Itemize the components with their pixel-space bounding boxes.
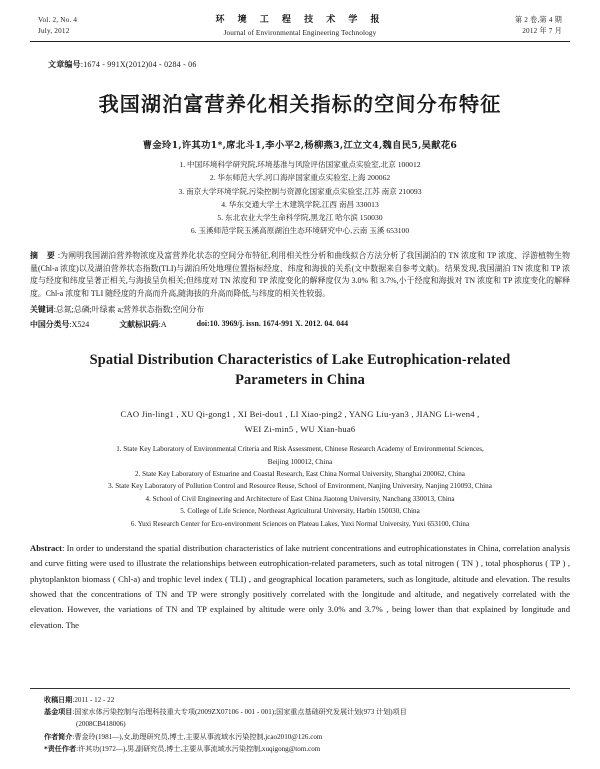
classification-label: 中国分类号 <box>30 319 70 329</box>
document-code <box>119 319 166 330</box>
affiliation-list-cn <box>30 158 570 236</box>
affiliation-en: 3. State Key Laboratory of Pollution Control and Resource Reuse, School of Environment, Nanjing University, Nanjing 210093, China <box>108 482 492 491</box>
author-bio <box>30 731 570 743</box>
article-number-value: :1674 - 991X(2012)04 - 0284 - 06 <box>80 60 197 70</box>
journal-title-en: Journal of Environmental Engineering Technology <box>223 27 377 37</box>
affiliation-cn: 3. 南京大学环境学院,污染控制与资源化国家重点实验室,江苏 南京 210093 <box>178 186 422 196</box>
author-list-en <box>30 407 570 436</box>
masthead-volume-block <box>30 15 158 37</box>
masthead-issue-date-cn: 2012 年 7 月 <box>522 27 562 36</box>
funding-continuation: (2008CB418006) <box>76 720 126 729</box>
page-title-en-line2: Parameters in China <box>235 372 365 389</box>
masthead-journal-title-block <box>158 14 442 38</box>
keywords-label-cn: 关键词 <box>30 304 54 314</box>
masthead-volume-number: Vol. 2, No. 4 <box>38 16 78 25</box>
affiliation-list-en <box>30 443 570 530</box>
article-number <box>48 59 570 70</box>
affiliation-en: 5. College of Life Science, Northeast Agricultural University, Harbin 150030, China <box>180 507 420 516</box>
keywords-text-cn: :总氮;总磷;叶绿素 a;营养状态指数;空间分布 <box>53 304 205 314</box>
classification-number <box>30 319 89 330</box>
classification-value: :X524 <box>69 319 90 329</box>
affiliation-cn: 2. 华东师范大学,河口海岸国家重点实验室,上海 200062 <box>209 173 391 183</box>
abstract-label-cn: 摘 要 <box>30 250 58 260</box>
affiliation-en: 4. School of Civil Engineering and Architecture of East China Jiaotong University, Nanchang 330013, China <box>145 494 455 503</box>
document-code-value: :A <box>158 319 167 329</box>
received-date-value: :2011 - 12 - 22 <box>72 696 115 705</box>
article-metadata-cn <box>30 319 570 330</box>
article-number-label: 文章编号 <box>48 60 81 70</box>
funding-label: 基金项目 <box>44 707 73 717</box>
journal-title-cn: 环 境 工 程 技 术 学 报 <box>215 15 385 25</box>
author-bio-label: 作者简介 <box>44 731 73 741</box>
affiliation-cn: 4. 华东交通大学土木建筑学院,江西 南昌 330013 <box>221 199 379 209</box>
page-title-cn: 我国湖泊富营养化相关指标的空间分布特征 <box>98 92 502 117</box>
affiliation-cn: 6. 玉溪师范学院玉溪高原湖泊生态环境研究中心,云南 玉溪 653100 <box>190 225 410 235</box>
funding-note <box>30 706 570 718</box>
keywords-cn <box>30 304 570 317</box>
page-title-en <box>30 350 570 392</box>
masthead <box>30 0 570 41</box>
author-list-en-line1: CAO Jin-ling1 , XU Qi-gong1 , XI Bei-dou1 , LI Xiao-ping2 , YANG Liu-yan3 , JIANG Li-wen4 , <box>120 409 480 420</box>
page-title-en-line1: Spatial Distribution Characteristics of Lake Eutrophication-related <box>89 351 511 368</box>
document-code-label: 文献标识码 <box>119 319 159 329</box>
funding-value: :国家水体污染控制与治理科技重大专项(2009ZX07106 - 001 - 001);国家重点基础研究发展计划(973 计划)项目 <box>72 708 407 717</box>
abstract-text-en: : In order to understand the spatial distribution characteristics of lake nutrient concentrations and eutrophicationstates in China, correlation analysis and curve fitting were used to illustrate the relationships between eutrophication-related parameters, such as total nitrogen ( TN ) , total phosphorus ( TP ) , phytoplankton biomass ( Chl-a) and trophic level index ( TLI) , and geographical location parameters, such as longitude, altitude and elevation. The results showed that the concentrations of TN and TP were strongly positively correlated with the longitude and altitude, and negatively correlated with the elevation. However, the variations of TN and TP explained by altitude were only 3.0% and 3.7% , being lower than that explained by longitude and elevation. The <box>30 543 570 630</box>
affiliation-en: 1. State Key Laboratory of Environmental Criteria and Risk Assessment, Chinese Research Academy of Environmental Sciences, <box>116 445 484 454</box>
affiliation-en: 6. Yuxi Research Center for Eco-environment Sciences on Plateau Lakes, Yuxi Normal University, Yuxi 653100, China <box>130 519 470 528</box>
affiliation-en: Beijing 100012, China <box>267 457 333 466</box>
abstract-cn <box>30 250 570 301</box>
affiliation-en: 2. State Key Laboratory of Estuarine and Coastal Research, East China Normal University, Shanghai 200062, China <box>135 469 465 478</box>
doi-value: doi:10. 3969/j. issn. 1674-991 X. 2012. 04. 044 <box>196 318 349 328</box>
author-list-cn: 曹金玲1,许其功1*,席北斗1,李小平2,杨柳燕3,江立文4,魏自民5,吴献花6 <box>142 140 458 152</box>
abstract-en <box>30 541 570 633</box>
author-list-en-line2: WEI Zi-min5 , WU Xian-hua6 <box>244 423 356 434</box>
corresponding-author-label: *责任作者 <box>44 743 77 753</box>
masthead-issue-date-en: July, 2012 <box>38 27 70 36</box>
masthead-divider <box>30 41 570 42</box>
affiliation-cn: 5. 东北农业大学生命科学院,黑龙江 哈尔滨 150030 <box>217 212 383 222</box>
masthead-volume-cn: 第 2 卷,第 4 期 <box>514 16 562 25</box>
author-bio-value: :曹金玲(1981—),女,助理研究员,博士,主要从事流域水污染控制,jcao2010@126.com <box>72 732 323 741</box>
affiliation-cn: 1. 中国环境科学研究院,环境基准与风险评估国家重点实验室,北京 100012 <box>179 160 421 170</box>
abstract-label-en: Abstract <box>30 543 62 554</box>
received-date-label: 收稿日期 <box>44 695 73 705</box>
received-date <box>30 694 570 706</box>
masthead-issue-block <box>442 15 570 37</box>
abstract-text-cn: :为阐明我国湖泊营养物浓度及富营养化状态的空间分布特征,利用相关性分析和曲线拟合方法分析了我国湖泊的 TN 浓度和 TP 浓度、浮游植物生物量(Chl-a 浓度)以及湖泊营养状态指数(TLI)与湖泊所处地理位置指标经度、纬度和海拔的关系(文中数据来自参考文献)。结果发现,我国湖泊 TN 浓度和 TP 浓度与经度和纬度呈著正相关,与海拔呈负相关;但纬度对 TN 浓度和 TP 浓度变化的解释度仅为 3.0% 和 3.7%,小于经度和海拔对 TN 浓度和 TP 浓度变化的解释度。Chl-a 浓度和 TLI 随经度的升高而升高,随海拔的升高而降低,与纬度的相关性较弱。 <box>30 250 571 299</box>
corresponding-author-value: :许其功(1972—),男,副研究员,博士,主要从事流域水污染控制,xuqigong@tom.com <box>76 744 321 753</box>
corresponding-author <box>30 743 570 755</box>
footnote-block <box>30 688 570 755</box>
